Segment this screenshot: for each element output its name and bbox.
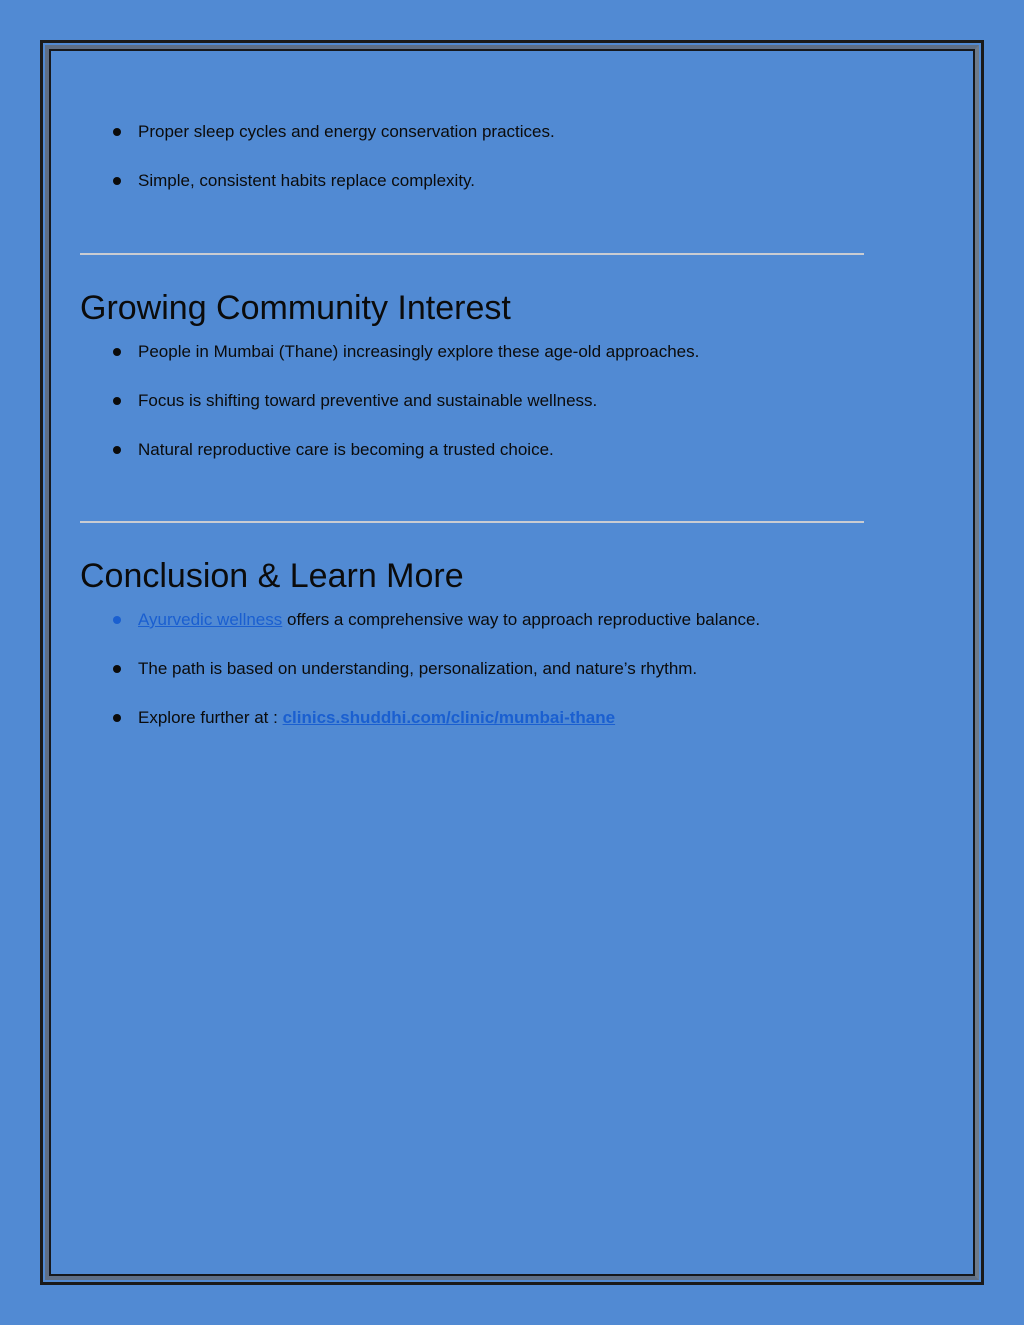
list-item — [80, 121, 864, 143]
ayurvedic-wellness-link[interactable]: Ayurvedic wellness — [138, 610, 283, 629]
section-heading-community: Growing Community Interest — [80, 289, 511, 327]
list-item — [80, 707, 864, 729]
list-item — [80, 609, 864, 631]
list-item-text: Explore further at : — [138, 708, 283, 727]
intro-list — [80, 121, 864, 192]
bullet-icon — [113, 348, 121, 356]
bullet-icon — [113, 665, 121, 673]
document-content — [80, 80, 864, 729]
list-item-text: The path is based on understanding, personalization, and nature’s rhythm. — [138, 659, 698, 678]
list-item — [80, 658, 864, 680]
list-item-text: Focus is shifting toward preventive and sustainable wellness. — [138, 391, 598, 410]
bullet-icon — [113, 446, 121, 454]
bullet-icon — [113, 128, 121, 136]
list-item-text: People in Mumbai (Thane) increasingly explore these age-old approaches. — [138, 342, 700, 361]
list-item — [80, 439, 864, 461]
list-item-text: Proper sleep cycles and energy conservation practices. — [138, 122, 555, 141]
section-divider — [80, 521, 864, 523]
list-item-text: Natural reproductive care is becoming a trusted choice. — [138, 440, 554, 459]
bullet-icon — [113, 397, 121, 405]
list-item — [80, 341, 864, 363]
bullet-icon — [113, 616, 121, 624]
section-heading-conclusion: Conclusion & Learn More — [80, 557, 464, 595]
bullet-icon — [113, 714, 121, 722]
conclusion-list — [80, 609, 864, 729]
clinic-url-link[interactable]: clinics.shuddhi.com/clinic/mumbai-thane — [282, 708, 616, 727]
list-item — [80, 390, 864, 412]
section-divider — [80, 253, 864, 255]
bullet-icon — [113, 177, 121, 185]
list-item-text: offers a comprehensive way to approach reproductive balance. — [282, 610, 761, 629]
list-item-text: Simple, consistent habits replace complexity. — [138, 171, 476, 190]
list-item — [80, 170, 864, 192]
community-list — [80, 341, 864, 461]
